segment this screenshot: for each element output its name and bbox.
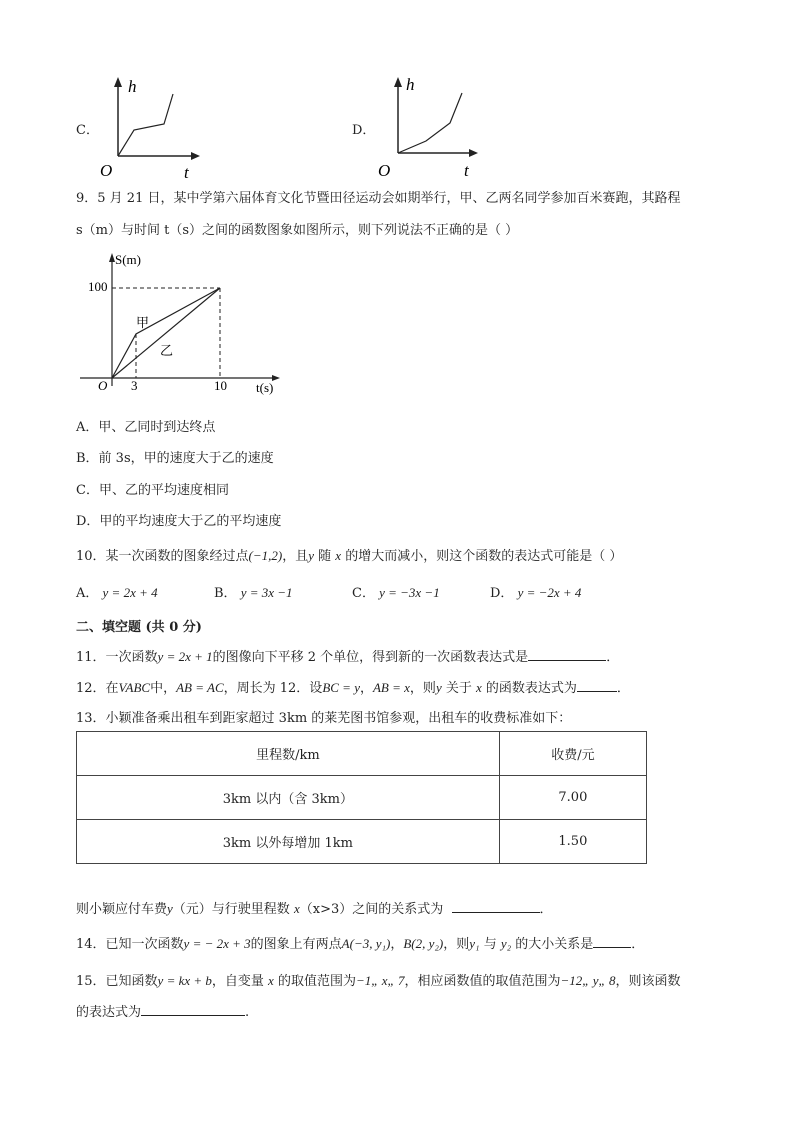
y-axis-label: S(m) <box>115 252 141 267</box>
x-tick-10: 10 <box>214 378 227 393</box>
option-d-graph <box>374 72 484 182</box>
q10-option-c: C． y = −3x −1 <box>352 585 440 601</box>
q9-stem-line2: s（m）与时间 t（s）之间的函数图象如图所示，则下列说法不正确的是（ ） <box>76 223 519 238</box>
table-cell: 3km 以外每增加 1km <box>77 820 500 864</box>
x-axis-label: t <box>464 161 469 180</box>
q9-option-b: B．前 3s，甲的速度大于乙的速度 <box>76 451 274 466</box>
q12-answer-blank[interactable] <box>577 678 617 692</box>
table-header-cell: 里程数/km <box>77 732 500 776</box>
x-axis-label: t(s) <box>256 380 274 395</box>
origin-label: O <box>100 161 113 180</box>
table-row <box>77 776 647 820</box>
table-header-cell: 收费/元 <box>499 732 646 776</box>
section-heading-fill-in: 二、填空题 (共 0 分) <box>76 620 202 635</box>
series-yi-line <box>112 288 220 378</box>
table-cell: 1.50 <box>499 820 646 864</box>
q13-stem: 13．小颖准备乘出租车到距家超过 3km 的莱芜图书馆参观，出租车的收费标准如下： <box>76 711 572 726</box>
q10-stem: 10．某一次函数的图象经过点(−1,2)，且y 随 x 的增大而减小，则这个函数的表达式可能是（ ） <box>76 548 623 564</box>
q10-option-a: A． y = 2x + 4 <box>76 585 158 601</box>
q10-option-b: B． y = 3x −1 <box>214 585 293 601</box>
q9-stem-line1: 9．5 月 21 日，某中学第六届体育文化节暨田径运动会如期举行，甲、乙两名同学参加百米赛跑，其路程 <box>76 191 681 206</box>
option-d-label: D． <box>352 123 376 138</box>
q11: 11．一次函数y = 2x + 1的图像向下平移 2 个单位，得到新的一次函数表达式是 ． <box>76 649 620 665</box>
q13-question: 则小颖应付车费y（元）与行驶里程数 x（x>3）之间的关系式为 ． <box>76 901 553 917</box>
table-header-row <box>77 732 647 776</box>
y-axis-label: h <box>406 75 415 94</box>
x-axis-label: t <box>184 163 189 182</box>
q15-line2: 的表达式为 . <box>76 1001 249 1020</box>
q12: 12．在VABC中，AB = AC，周长为 12．设BC = y，AB = x，则y 关于 x 的函数表达式为 ． <box>76 680 630 696</box>
q9-graph <box>76 250 286 400</box>
x-axis-arrow <box>191 152 200 160</box>
table-row <box>77 820 647 864</box>
x-axis-arrow <box>469 149 478 157</box>
series-jia-label: 甲 <box>136 315 150 330</box>
q14: 14．已知一次函数y = − 2x + 3的图象上有两点A(−3, y₁)，B(2, y₂)，则y₁ 与 y₂ 的大小关系是 ． <box>76 936 645 952</box>
series-yi-label: 乙 <box>160 343 174 358</box>
table-cell: 3km 以内（含 3km） <box>77 776 500 820</box>
origin-label: O <box>98 378 108 393</box>
option-c-graph <box>96 72 206 182</box>
fee-table <box>76 731 647 864</box>
table-cell: 7.00 <box>499 776 646 820</box>
q10-point: (−1,2) <box>248 548 283 563</box>
graph-line <box>398 93 462 153</box>
q13-answer-blank[interactable] <box>452 899 540 913</box>
y-axis-label: h <box>128 77 137 96</box>
q15-line1: 15．已知函数y = kx + b，自变量 x 的取值范围为−1„ x„ 7，相应函数值的取值范围为−12„ y„ 8，则该函数 <box>76 973 681 989</box>
y-axis-arrow <box>394 77 402 87</box>
q9-option-d: D．甲的平均速度大于乙的平均速度 <box>76 514 282 529</box>
graph-line <box>118 94 173 156</box>
q15-answer-blank[interactable] <box>141 1002 245 1016</box>
q9-option-c: C．甲、乙的平均速度相同 <box>76 483 229 498</box>
q11-answer-blank[interactable] <box>528 647 606 661</box>
x-tick-3: 3 <box>131 378 138 393</box>
q14-answer-blank[interactable] <box>593 934 631 948</box>
option-c-label: C． <box>76 123 99 138</box>
y-tick-100: 100 <box>88 279 108 294</box>
y-axis-arrow <box>114 77 122 87</box>
origin-label: O <box>378 161 391 180</box>
q9-option-a: A．甲、乙同时到达终点 <box>76 420 216 435</box>
q10-option-d: D． y = −2x + 4 <box>490 585 582 601</box>
